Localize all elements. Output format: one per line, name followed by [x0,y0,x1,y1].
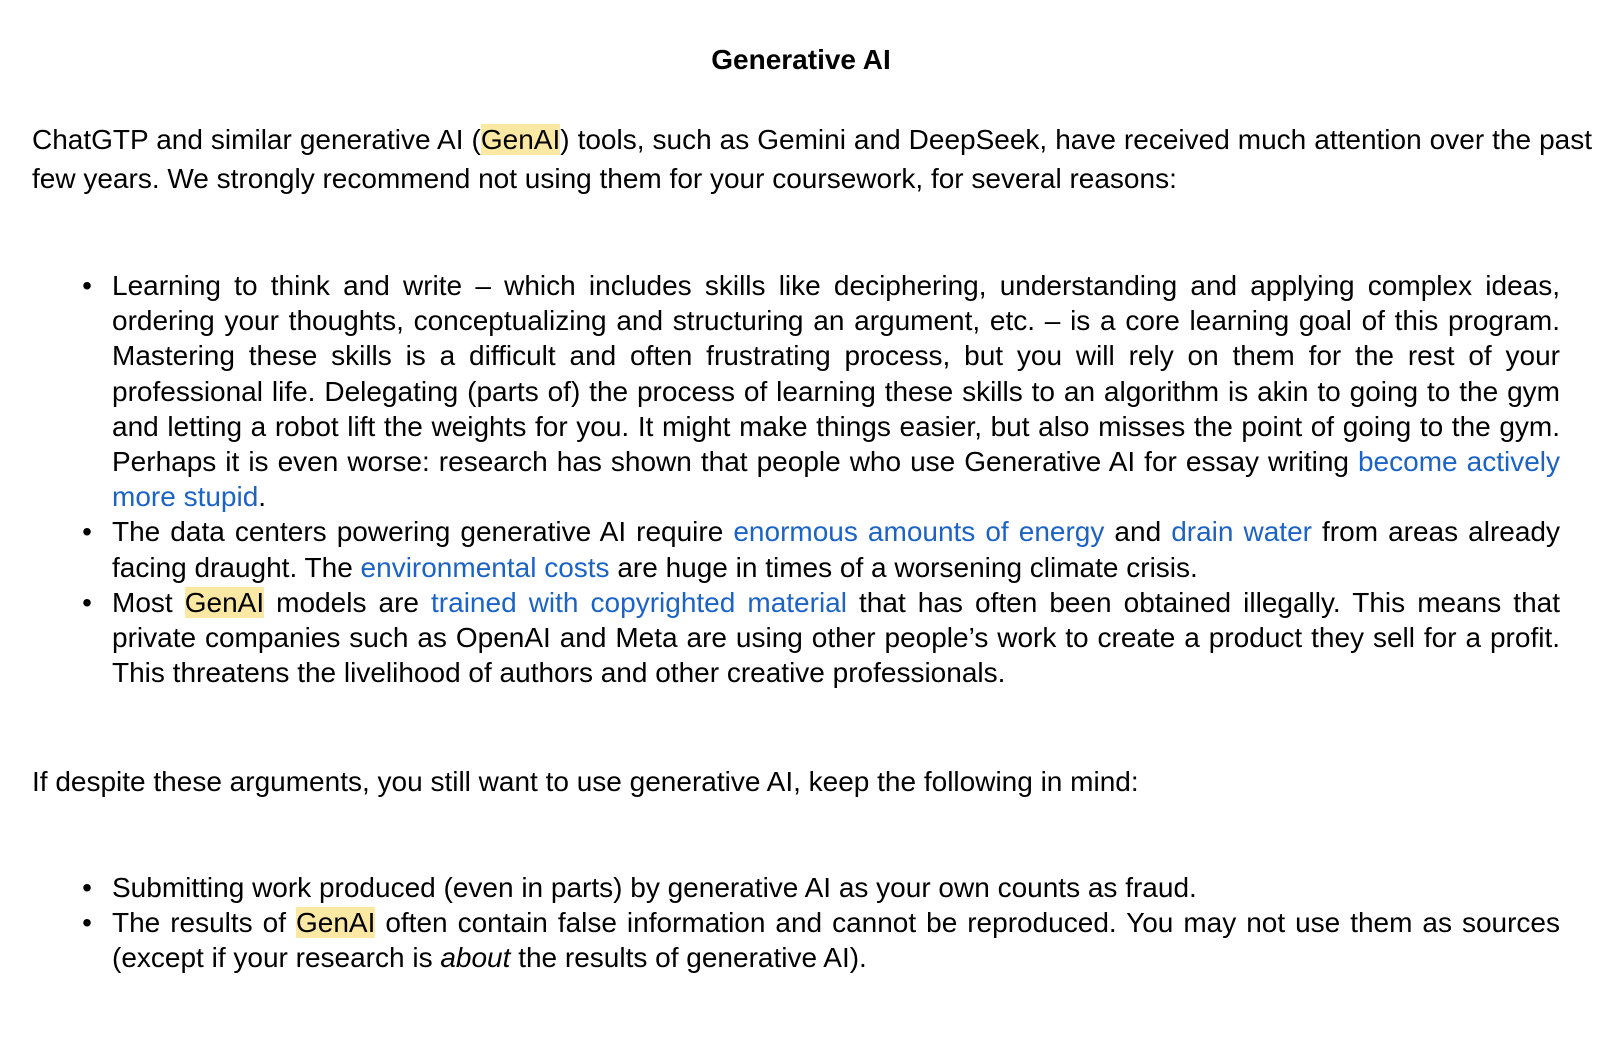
page-title: Generative AI [711,44,891,75]
reason-3-text-2: models are [264,586,432,618]
list-item [82,585,1560,691]
genai-highlight: GenAI [480,124,561,155]
rule-2-text-3: the results of generative AI). [510,942,867,974]
list-item [82,514,1560,584]
reason-1-text-2: . [258,481,267,513]
bullet-icon: • [82,516,92,548]
rule-2-text-1: The results of [112,907,296,939]
rule-2-text-2: often contain false information and cannot be reproduced. You may not use them as sources (except if your research is [112,907,1561,974]
bullet-icon: • [82,270,92,301]
stupid-study-link[interactable]: become actively more stupid [112,446,1560,513]
bullet-icon: • [82,872,92,903]
about-emphasis: about [440,942,511,974]
rules-list [0,870,1560,976]
list-item [82,268,1560,514]
list-item [82,905,1561,975]
intro-text-2: ) tools, such as Gemini and DeepSeek, have received much attention over the past few years. We strongly recommend not using them for your coursework, for several reasons: [32,124,1593,194]
genai-highlight: GenAI [184,586,265,618]
bullet-icon: • [82,907,92,939]
list-item [82,870,1560,905]
energy-link[interactable]: enormous amounts of energy [733,516,1105,548]
bullet-icon: • [82,586,92,618]
rule-1-text: Submitting work produced (even in parts) by generative AI as your own counts as fraud. [112,872,1197,903]
reasons-list [0,268,1560,690]
reason-2-text-1: The data centers powering generative AI require [112,516,734,548]
intro-paragraph [32,120,1592,198]
reason-2-text-4: are huge in times of a worsening climate crisis. [609,551,1198,583]
reason-3-text-3: that has often been obtained illegally. This means that private companies such as OpenAI and Meta are using other people’s work to create a product they sell for a profit. This threatens the livelihood of authors and other creative professionals. [112,586,1560,689]
copyright-link[interactable]: trained with copyrighted material [431,586,847,618]
environmental-costs-link[interactable]: environmental costs [360,551,610,583]
genai-highlight: GenAI [295,907,376,939]
intro-text-1: ChatGTP and similar generative AI ( [32,124,481,155]
drain-water-link[interactable]: drain water [1171,516,1312,548]
second-paragraph: If despite these arguments, you still want to use generative AI, keep the following in mind: [32,766,1139,797]
reason-2-text-3: from areas already facing draught. The [112,516,1560,583]
reason-3-text-1: Most [112,586,185,618]
reason-1-text-1: Learning to think and write – which includes skills like deciphering, understanding and applying complex ideas, ordering your thoughts, conceptualizing and structuring an argument, etc. – is a core learning goal of this program. Mastering these skills is a difficult and often frustrating process, but you will rely on them for the rest of your professional life. Delegating (parts of) the process of learning these skills to an algorithm is akin to going to the gym and letting a robot lift the weights for you. It might make things easier, but also misses the point of going to the gym. Perhaps it is even worse: research has shown that people who use Generative AI for essay writing [112,270,1560,478]
reason-2-text-2: and [1104,516,1172,548]
